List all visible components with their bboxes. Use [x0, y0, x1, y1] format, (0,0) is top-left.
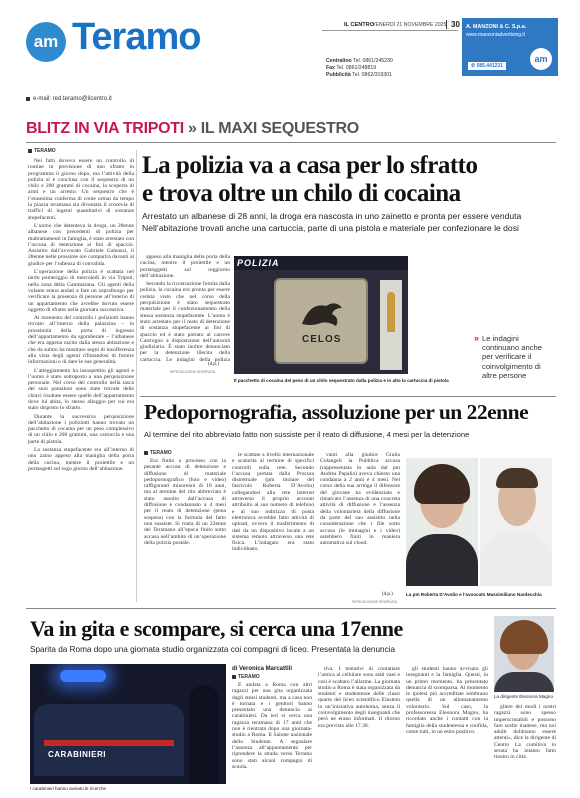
newspaper-logo — [26, 22, 66, 62]
logo-text: am — [33, 32, 59, 51]
evidence-photo — [234, 256, 408, 374]
issue-date: VENERDÌ 21 NOVEMBRE 2025 — [372, 22, 447, 28]
ad-box — [462, 18, 558, 76]
contact-fax: Fax Tel. 0861/248819 — [326, 65, 377, 71]
story3-byline: di Veronica Marcattili — [232, 666, 293, 672]
chevron-icon: » — [474, 333, 480, 343]
story1-column-2: appeso alla maniglia della porta della cucina, mentre il proiettile e un portaoggetti sul reggiorno dell’abitazione. Secondo la ricostruzione fornita dalla polizia, la cocaina era pronta per essere ceduta visto che nel corso della perquisizione è stato sequestrato materiale per il confezionamento della stessa sostanza stupefacente. L’uomo è stato arrestato per il reato di detenzione di sostanza stupefacente ai fini di spaccio ed è stato portato al carcere Castrogno a disposizione dell’autorità giudiziaria. È stato inoltre denunciato per la detenzione illecita della cartuccia. Le indagini della polizia — [140, 254, 230, 362]
photo-watermark: CELOS — [302, 334, 342, 345]
story1-column-1: Nei fatti doveva essere un controllo di routine in previsione di uno sfratto in programma il giorno dopo, ma l’attività della polizia si è conclusa con il sequestro di un chilo e 200 grammi di cocaina, la scoperta di armi e un arresto. Un sequestro che è l’ennesima conferma di come ormai da tempo la piazza teramana sia diventata il crocevia di traffici di ingenti quantitativi di sostanze stupefacenti. L’uomo che detenteva la droga, un 28enne albanese con precedenti di polizia per maltrattamenti in famiglia, è stato arrestato con l’accusa di detenzione ai fini di spaccio. Assistito dall’avvocato Gabriele Galeazzi, il 28enne nelle prossime ore comparirà davanti al giudice per l’udienza di convalida. L’operazione della polizia è scattata nel tardo pomeriggio di mercoledì in via Tripoti, nella zona della Gammarana. Gli agenti della volante erano andati a fare un sopralluogo per verificare la presenza di persone all’interno di un appartamento che avrebbe dovuto essere oggetto di sfratto nella giornata successiva. Al momento del controllo i poliziotti hanno trovato all’interno della palazzina – in prossimità della porta di ingresso dell’appartamento da sgomberare – l’albanese che era appena uscito dalla stessa abitazione e che da subito ha mostrato segni di insofferenza alla vista degli agenti rifiutandosi di fornire informazioni e di dare le sue generalità. L’atteggiamento ha insospettito gli agenti e l’uomo è stato sottoposto a una perquisizione personale. Nel corso del controllo nella tasca dei suoi pantaloni sono state trovate delle chiavi risultate essere quelle dell’appartamento dove lui abita, lo stesso alloggio per cui era stato disposto lo sfratto. Durante la successiva perquisizione dell’abitazione i poliziotti hanno trovato un pacchetto di cocaina per un peso complessivo di un chilo e 200 grammi, una cartuccia e una parte di pistola. La sostanza stupefacente era all’interno di uno zaino appeso alla maniglia della porta della cucina, mentre il proiettile e un portaogetti sul rogo giorno dell’abitazione. — [28, 158, 134, 472]
story3-column-4: gliere dei modi i nostri ragazzi sono spesso imperscrutabili e possono fare scelte inattese, ma noi adulti dobbiamo essere attenti», dice la dirigente di Centro La comitiva in serata ha intanto fatto rientro in città. — [494, 704, 556, 761]
story2-column-3: vanti alla giudice Giulia Colangeli la Pubblica accusa (rappresentata in aula dal pm Andrea Papalia) aveva chiesto una condanna a 2 anni e 4 mesi. Nel corso della sua arringa il difensore del giovane ha evidenziato e rimarcato l’assenza di una concreta attività di diffusione e l’assenza della volontarietà della diffusione da parte del suo assistito nella considerazione che i file sotto accusa (le immagini e i video) sarebbero finiti in maniera automatica sul cloud. — [320, 452, 400, 547]
contacts-list — [326, 58, 393, 79]
page-number: 30 — [446, 20, 460, 29]
square-icon — [26, 97, 30, 101]
kicker-grey: IL MAXI SEQUESTRO — [200, 120, 359, 137]
email-line: e-mail: red.teramo@ilcentro.it — [26, 96, 112, 102]
bullet-icon — [387, 292, 395, 332]
story3-headline: Va in gita e scompare, si cerca una 17enne — [30, 616, 403, 641]
ad-phone: ✆ 085.441231 — [468, 62, 506, 70]
story1-headline: La polizia va a casa per lo sfratto e trova oltre un chilo di cocaina — [142, 152, 478, 207]
story2-section: TERAMO — [144, 450, 172, 456]
portrait-pm — [406, 458, 478, 586]
story3-caption-right: La dirigente Eleonora Magno — [494, 694, 553, 699]
story3-subhead: Sparita da Roma dopo una giornata studio organizzata coi compagni di liceo. Presentata la denuncia — [30, 645, 396, 654]
story2-headline: Pedopornografia, assoluzione per un 22enne — [144, 400, 529, 424]
story2-column-1: Era finito a processo con la pesante accusa di detenzione e diffusione di materiale pedopornografico (foto e video) raffiguranti minorenni di 18 anni, ma al termine del rito abbreviato è stato assolto dall’accusa di diffusione e condannato a 4 mesi per il reato di detenzione (pena sospesa) con la formula del fatto non sussiste. Si tratta di un 22enne del Teramano all’epoca finito sotto accusa nell’ambito di un’operazione della polizia postale. — [144, 458, 226, 546]
ad-logo: am — [530, 48, 552, 70]
story1-photo-credit: RIPRODUZIONE RISERVATA — [170, 370, 216, 374]
pullquote: » Le indagini continuano anche per verificare il coinvolgimento di altre persone — [474, 333, 542, 380]
section-title: Teramo — [72, 16, 201, 58]
car-label: CARABINIERI — [48, 750, 106, 759]
story2-subhead: Al termine del rito abbreviato fatto non sussiste per il reato di diffusione, 4 mesi per la detenzione — [144, 430, 470, 439]
cartridge-photo — [380, 280, 402, 370]
story1-section: TERAMO — [28, 148, 56, 154]
story2-photo-credit: RIPRODUZIONE RISERVATA — [352, 600, 398, 604]
ad-company: A. MANZONI & C. S.p.a. — [466, 24, 527, 30]
kicker: BLITZ IN VIA TRIPOTI » IL MAXI SEQUESTRO — [26, 120, 359, 137]
portrait-dirigente — [494, 616, 554, 692]
story1-signature: (d.p.) — [208, 362, 219, 367]
horse-emblem-icon — [296, 296, 346, 330]
newspaper-name: IL CENTRO — [344, 22, 375, 28]
story3-section: TERAMO — [232, 674, 260, 680]
carabinieri-photo — [30, 664, 226, 784]
patrol-car — [34, 704, 184, 776]
photo-banner: POLIZIA — [237, 258, 280, 268]
contact-centralino: Centralino Tel. 0861/245230 — [326, 58, 393, 64]
story2-column-2: le scattate a livello internazionale e scaturita al termine di specifici controlli sulla rete. Secondo l’accusa portata dalla Procura distrettuale (pm titolare del fascicolo Roberta D’Avolio) collegandosi alla rete internet attraverso il proprio account attribuito al suo numero di telefono e al suo indirizzo di posta elettronica avrebbe fatto attività di upload, ovvero il trasferimento di dati da un dispositivo locale a un sistema remoto attraverso una rete fisica. L’indagato era stato individuato. — [232, 452, 314, 553]
siren-light — [60, 670, 106, 682]
story2-signature: (d.p.) — [382, 592, 393, 597]
story1-subhead: Arrestato un albanese di 28 anni, la droga era nascosta in uno zainetto e pronta per essere venduta Nell’abitazione trovati anche una cartuccia, parte di una pistola e materiale per confezionare le dosi — [142, 211, 522, 233]
officer-figure — [190, 686, 218, 784]
kicker-red: BLITZ IN VIA TRIPOTI — [26, 120, 184, 137]
story3-column-3: gli studenti hanno avvisato gli insegnanti e la famiglia. Questi, in un primo momento, ha presentato denuncia di scomparsa. Al momento le ipotesi più accreditate sembrano quella di un allontanamento volontario. Sul caso, la professoressa Eleonora Magno, ha ricordato anche i contatti con la famiglia della studentessa e confida, come tutti, in un esito positivo. — [406, 666, 488, 735]
contact-pubblicita: Pubblicità Tel. 0862/319301 — [326, 72, 392, 78]
masthead — [26, 16, 556, 102]
portrait-lawyer — [480, 458, 552, 586]
story2-caption: La pm Roberta D’Avolio e l’avvocato Massimiliano Nardecchia — [406, 592, 542, 597]
story3-column-1: È andata a Roma con altri ragazzi per una gita organizzata dagli stessi studenti, ma a casa non è tornata e i genitori hanno presentato una denuncia ai carabinieri. Da ieri si cerca una ragazza teramana di 17 anni che non è rientrata dopo una giornata-studio a Roma. Il Salone nazionale dello Studente. A segnalare l’assenza all’appuntamento per riprendere la strada verso Teramo sono stati alcuni compagni di scuola. — [232, 682, 312, 770]
story3-column-2: tiva. I tentativi di contattare l’amica al cellulare sono stati vani e così è scattato l’allarme. La giornata studio a Roma è stata organizzata da studenti e studentesse delle classi quarte del liceo scientifico Einstein in un’iniziativa autonoma, senza il coinvolgimento degli insegnanti che però ne erano informati. Il ritorno era previsto alle 17.30. — [318, 666, 400, 729]
ad-site: www.manzoniadvertising.it — [466, 32, 525, 38]
story1-caption: Il pacchetto di cocaina del peso di un chilo sequestrato dalla polizia e in alto la cartuccia di pistola — [234, 378, 449, 383]
story3-caption-left: I carabinieri hanno avviato le ricerche — [30, 786, 107, 791]
